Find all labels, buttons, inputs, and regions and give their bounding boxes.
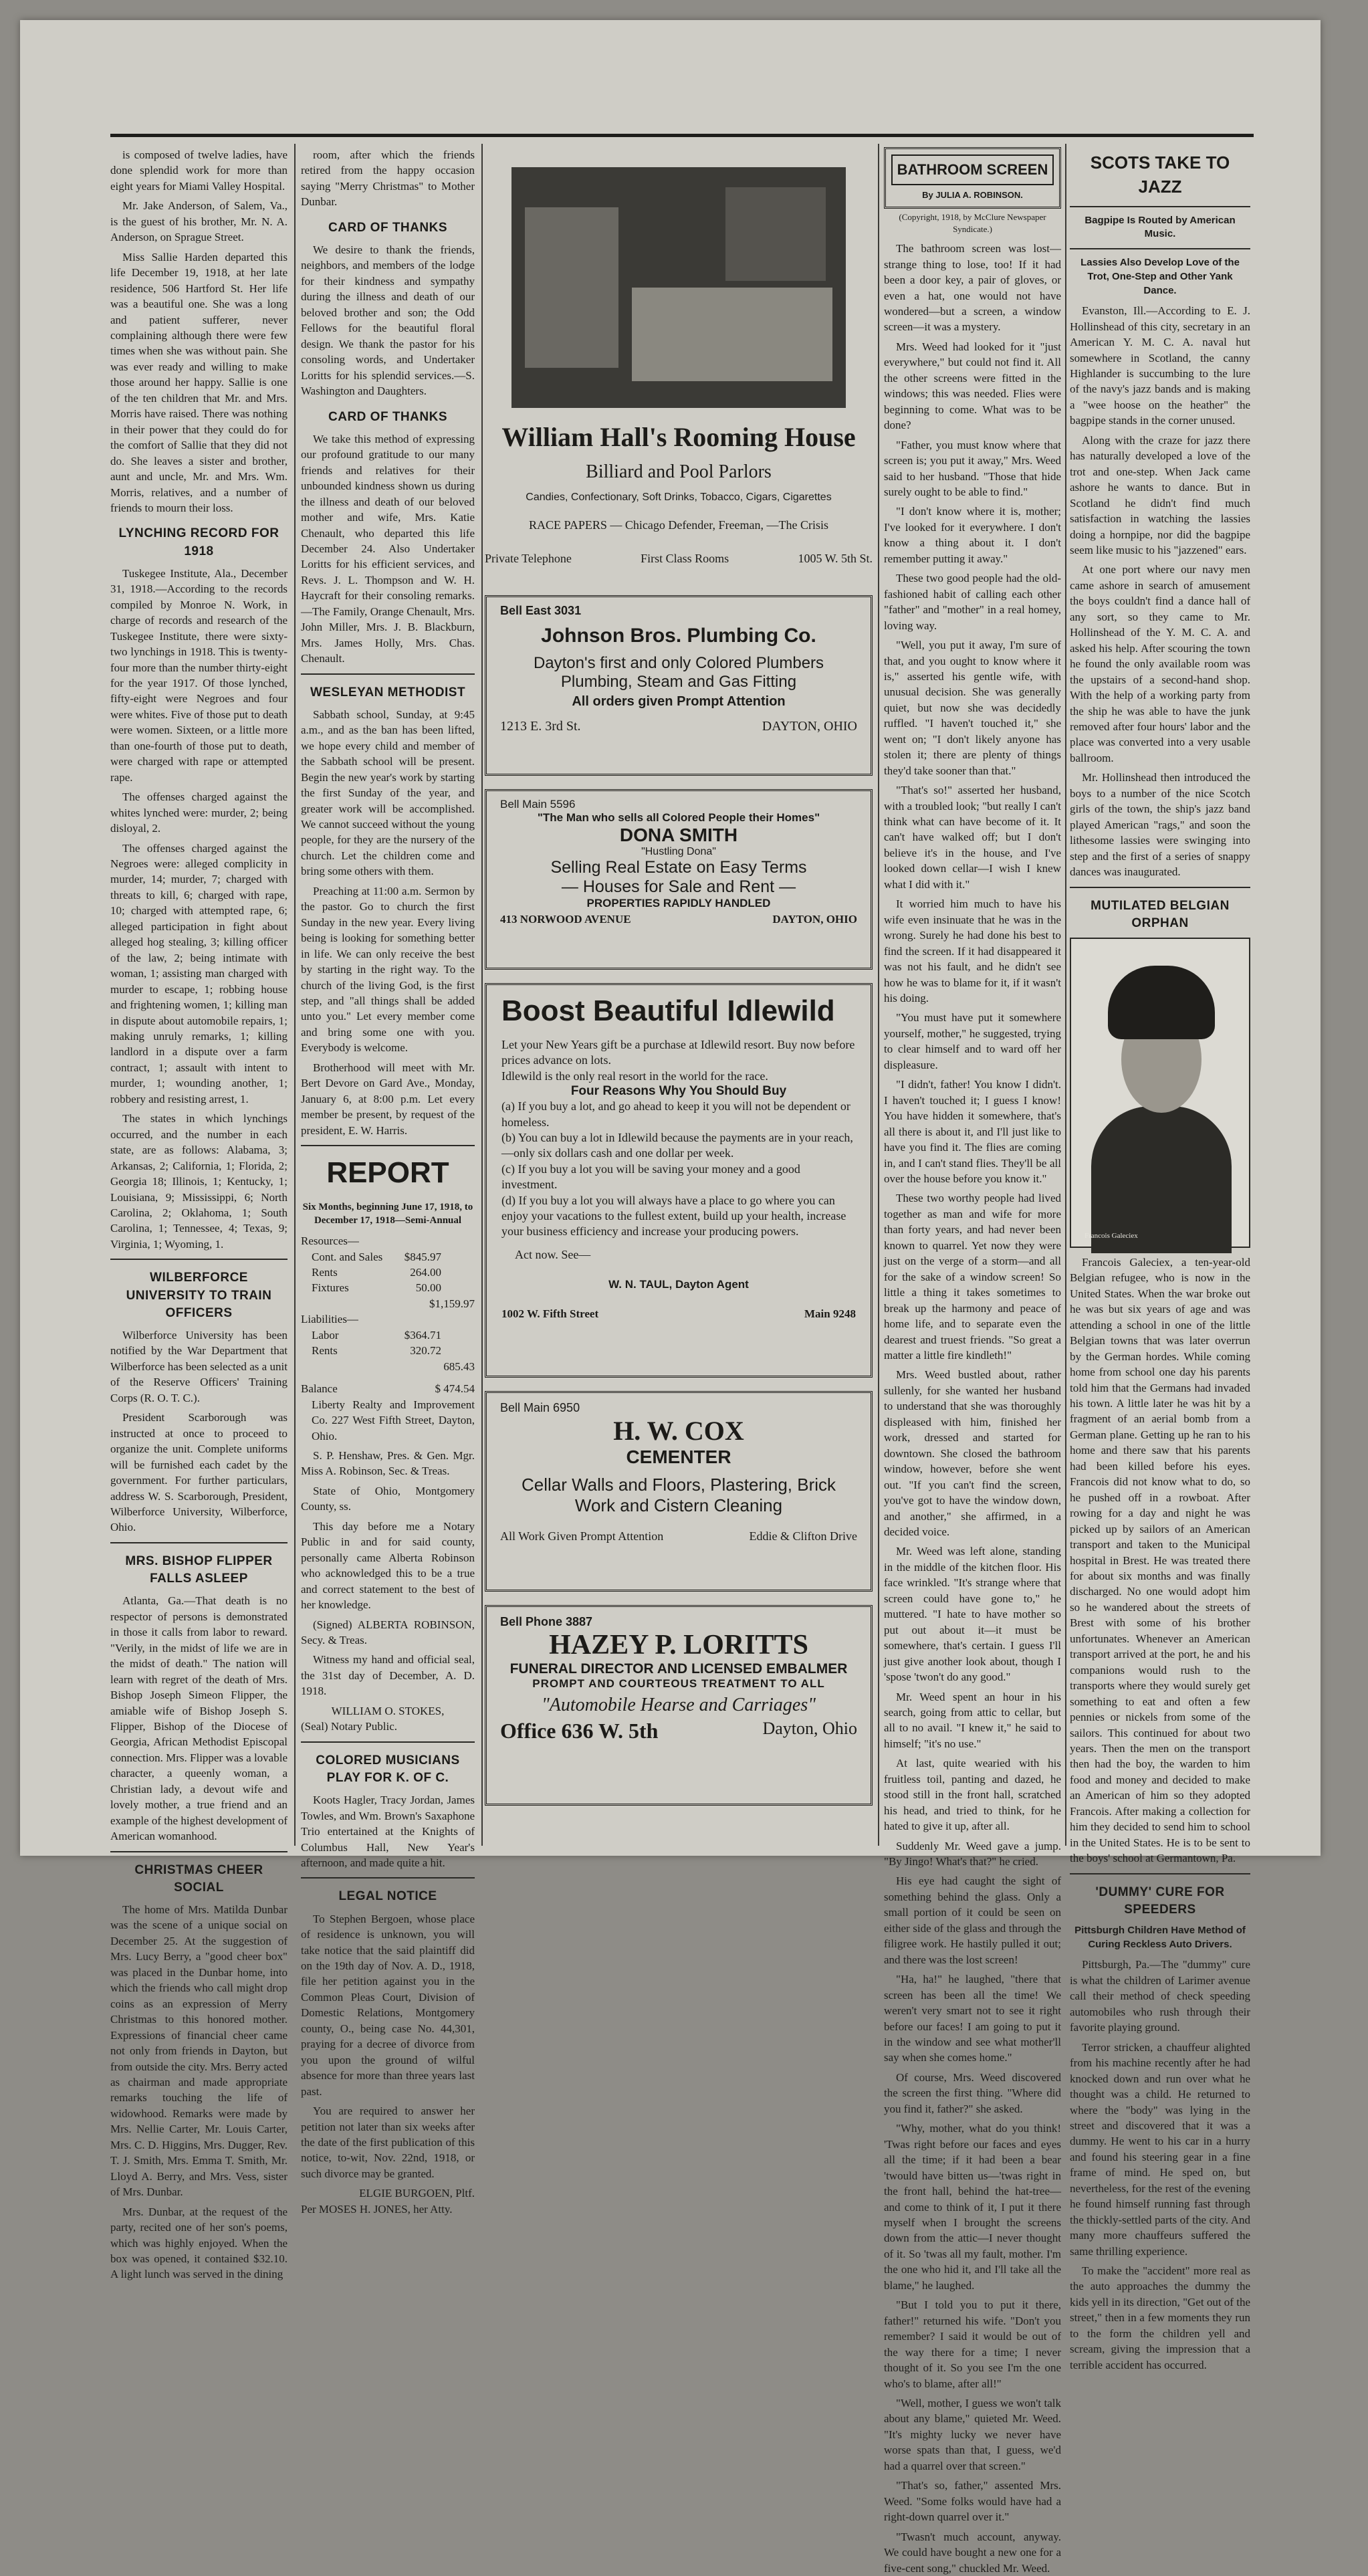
- report-line: [301, 1249, 475, 1265]
- signature: (Signed) ALBERTA ROBINSON, Secy. & Treas.: [301, 1618, 475, 1646]
- report-company: Liberty Realty and Improvement Co. 227 West Fifth Street, Dayton, Ohio.: [312, 1398, 475, 1442]
- article-paragraph: Along with the craze for jazz there has naturally developed a love of the trot and one-step. When Jack came ashore he wants to dance. But in Scotland he didn't find much satisfaction in watching the lassies doing a hornpipe, nor did the bagpipe seem like music to his "jazzened" ears.: [1070, 433, 1250, 556]
- cox-title: CEMENTER: [626, 1446, 731, 1467]
- report-line-value: $364.71: [404, 1328, 441, 1341]
- johnson-address: 1213 E. 3rd St.: [500, 719, 581, 734]
- divider: [1070, 887, 1250, 888]
- report-line-value: 50.00: [415, 1281, 441, 1295]
- report-line-label: Labor: [312, 1328, 339, 1341]
- report-line-label: Cont. and Sales: [312, 1250, 383, 1263]
- story-paragraph: Suddenly Mr. Weed gave a jump. "By Jingo! What's that?" he cried.: [884, 1839, 1061, 1868]
- ad-loritts: [485, 1605, 873, 1806]
- divider: [301, 1877, 475, 1879]
- column-rule: [878, 144, 879, 1846]
- article-paragraph: To Stephen Bergoen, whose place of residence is unknown, you will take notice that the said plaintiff did on the 19th day of Nov. A. D., 1918, file her petition against you in the Common Pleas Court, Division of Domestic Relations, Montgomery county, O., being case No. 44,301, praying for a decree of divorce from you upon the ground of wilful absence for more than three years last past.: [301, 1912, 475, 2098]
- article-paragraph: Atlanta, Ga.—That death is no respector of persons is demonstrated in those it calls from labor to reward. "Verily, in the midst of life we are in the midst of death." The nation will learn with regret of the death of Mrs. Bishop Joseph Simeon Flipper, the amiable wife of Bishop Joseph S. Flipper, Bishop of the Diocese of Georgia, African Methodist Episcopal connection. Mrs. Flipper was a lovable character, a queenly woman, a Christian lady, a devout wife and lovely mother, a true friend and an example of the highest development of American womanhood.: [110, 1594, 288, 1843]
- report-line-label: Rents: [312, 1344, 338, 1358]
- article-paragraph: room, after which the friends retired from the happy occasion saying "Merry Christmas" to Mother Dunbar.: [301, 148, 475, 209]
- newspaper-page: [20, 20, 1321, 2575]
- headline-dummy: 'DUMMY' CURE FOR SPEEDERS: [1095, 1885, 1225, 1917]
- divider: [1070, 1873, 1250, 1874]
- story-byline: By JULIA A. ROBINSON.: [922, 190, 1023, 201]
- johnson-line: Plumbing, Steam and Gas Fitting: [560, 673, 797, 691]
- loritts-footer: [500, 1719, 857, 1743]
- column-2: [301, 147, 475, 2216]
- article-paragraph: Sabbath school, Sunday, at 9:45 a.m., and as the ban has been lifted, we hope every child and member of the Sabbath school will be present. Begin the new year's work by starting the first Sunday of the year, and greater work will be accomplished. We cannot succeed without the young people, for they are the nursery of the church. Let the children come and bring some others with them.: [301, 708, 475, 878]
- cox-address: Eddie & Clifton Drive: [749, 1529, 857, 1543]
- article-paragraph: The home of Mrs. Matilda Dunbar was the scene of a unique social on December 25. At the suggestion of Mrs. Lucy Berry, a "good cheer box" was placed in the Dunbar home, into which the friends who call might drop coins as an expression of Merry Christmas to this honored mother. Expressions of financial cheer came not only from friends in Dayton, but from outside the city. Mrs. Berry acted as chairman and made appropriate remarks touching the life of widowhood. Remarks were made by Mrs. Nellie Carter, Mr. Louis Carter, Mrs. C. D. Higgins, Mrs. Dugger, Rev. T. J. Smith, Mrs. Emma T. Smith, Mr. Lloyd A. Berry, and Mrs. Vess, sister of Mrs. Dunbar.: [110, 1903, 288, 2199]
- report-liabilities-label: Liabilities—: [301, 1313, 358, 1326]
- article-paragraph: The states in which lynchings occurred, and the number in each state, are as follows: Alabama, 3; Arkansas, 2; California, 1; Florida, 2; Georgia 18; Illinois, 1; Kentucky, 1; Louisiana, 9; Mississippi, 6; North Carolina, 2; Oklahoma, 1; South Carolina, 1; Tennessee, 4; Texas, 9; Virginia, 1; Wyoming, 1.: [110, 1112, 288, 1251]
- johnson-city: DAYTON, OHIO: [762, 719, 857, 734]
- article-paragraph: Koots Hagler, Tracy Jordan, James Towles, and Wm. Brown's Saxaphone Trio entertained at the Knights of Columbus Hall, New Year's afternoon, and made quite a hit.: [301, 1794, 475, 1869]
- report-line-label: Rents: [312, 1266, 338, 1279]
- article-paragraph: Francois Galeciex, a ten-year-old Belgian refugee, who is now in the United States. When the war broke out he was but six years of age and was attending a school in one of the little Belgian towns that was later overrun by the German hordes. While coming home from school one day his parents told him that the Germans had invaded his town. A little later he was hit by a fragment of an aerial bomb from a German plane. Getting up he ran to his home and there saw that his parents had been killed before his eyes. Francois did not know what to do, so he pushed off in a rowboat. After rowing for a day and night he was picked up by sailors of an American transport and taken to the Municipal hospital in Brest. He was treated there for about six months and was finally discharged. No one would adopt him so he wandered about the streets of Brest with some of his brother unfortunates. Whenever an American transport arrived at the port, he and his companions would rush to the transports where they would surely get something to eat and often a few pennies or nickels from some of the sailors. This continued for about two years. Then the men on the transport then had the boy, the warden to him food and money and decided to make an American of him so they adopted Francois. After making a collection for him they decided to send him to school in the United States. He is to be sent to the boys' school at Germantown, Pa.: [1070, 1255, 1250, 1865]
- column-5: [1070, 147, 1250, 2371]
- report-officers: S. P. Henshaw, Pres. & Gen. Mgr. Miss A. Robinson, Sec. & Treas.: [301, 1449, 475, 1478]
- report-state: State of Ohio, Montgomery County, ss.: [301, 1484, 475, 1513]
- article-paragraph: is composed of twelve ladies, have done splendid work for more than eight years for Miami Valley Hospital.: [110, 148, 288, 193]
- hall-title: William Hall's Rooming House: [501, 422, 856, 452]
- loritts-bell: Bell Phone 3887: [500, 1615, 593, 1628]
- divider: [301, 673, 475, 675]
- article-paragraph: Mr. Hollinshead then introduced the boys to a number of the nice Scotch girls of the town, the ship's jazz band played American "rags," and soon the lithesome lassies were swinging into step and the first of a series of snappy dances was inaugurated.: [1070, 771, 1250, 879]
- loritts-office: Office 636 W. 5th: [500, 1719, 659, 1743]
- report-total: 685.43: [443, 1360, 475, 1373]
- article-paragraph: The offenses charged against the Negroes were: alleged complicity in murder, 14; murder, 7; charged with threats to kill, 6; charged with rape, 10; charged with attempted rape, 6; alleged participation in fight about alleged hog stealing, 3; killing officer of the law, 2; being intimate with woman, 1; assisting man charged with murder to escape, 1; robbing house and frightening women, 1; killing man in dispute about automobile repairs, 1; making unruly remarks, 1; killing landlord in a dispute over a farm contract, 1; assault with intent to murder, 1; wounding another, 1; robbery and resisting arrest, 1.: [110, 841, 288, 1105]
- headline-orphan: MUTILATED BELGIAN ORPHAN: [1091, 898, 1230, 930]
- story-paragraph: "Twasn't much account, anyway. We could have bought a new one for a five-cent song," chuckled Mr. Weed.: [884, 2530, 1061, 2575]
- article-paragraph: You are required to answer her petition not later than six weeks after the date of the first publication of this notice, to-wit, Nov. 22nd, 1918, or such divorce may be granted.: [301, 2105, 475, 2180]
- headline-musicians: COLORED MUSICIANS PLAY FOR K. OF C.: [316, 1753, 460, 1785]
- loritts-name: HAZEY P. LORITTS: [549, 1630, 808, 1660]
- report-line-value: 264.00: [410, 1266, 441, 1279]
- article-paragraph: Mrs. Dunbar, at the request of the party, recited one of her son's poems, which was highly enjoyed. When the box was opened, it contained $32.10. A light lunch was served in the dining: [110, 2205, 288, 2281]
- story-paragraph: At last, quite wearied with his fruitless toil, panting and dazed, he stood still in the front hall, scratched his head, and tried to think, for he hated to give it up, after all.: [884, 1757, 1061, 1833]
- article-paragraph: We take this method of expressing our profound gratitude to our many friends and relatives for their unbounded kindness shown us during the illness and death of our beloved mother and wife, Mrs. Katie Chenault, who departed this life December 24. Also Undertaker Loritts for his efficient services, and Revs. J. L. Thompson and W. H. Haycraft for their consoling remarks.—The Family, Orange Chenault, Mrs. John Miller, Mrs. J. B. Blackburn, Mrs. James Holly, Mrs. Chas. Chenault.: [301, 432, 475, 665]
- report-line: [301, 1265, 475, 1280]
- idlewild-reasons-heading: Four Reasons Why You Should Buy: [570, 1084, 787, 1099]
- story-paragraph: Mrs. Weed bustled about, rather sullenly, for she wanted her husband to understand that she was thoroughly displeased with him, finished her work, dressed and started for downtown. She closed the bathroom window, however, before she went out. "If you can't find the screen, you've got to have the window down, and another," she affirmed, in a decided voice.: [884, 1368, 1061, 1538]
- smith-address: 413 NORWOOD AVENUE: [500, 913, 631, 926]
- orphan-photo: [1070, 938, 1250, 1248]
- johnson-footer: [500, 719, 857, 734]
- column-rule: [1065, 144, 1066, 1846]
- story-paragraph: Of course, Mrs. Weed discovered the screen the first thing. "Where did you find it, father?" she asked.: [884, 2070, 1061, 2115]
- story-paragraph: His eye had caught the sight of something behind the glass. Only a small portion of it could be seen on either side of the glass and through the filigree work. He hastily pulled it out; and there was the lost screen!: [884, 1874, 1061, 1966]
- story-paragraph: These two worthy people had lived together as man and wife for more than forty years, and had never been known to quarrel. Yet now they were just on the verge of a storm—and all for the sake of a window screen! So little a thing it takes sometimes to break up the harmony and peace of home life, and to separate even the dearest and truest friends. "So great a matter a little fire kindleth!": [884, 1192, 1061, 1362]
- story-paragraph: "Well, you put it away, I'm sure of that, and you ought to know where it is," asserted his gentle wife, with unusual decision. She was generally quiet, but now she was decidedly ruffled. "I haven't touched it," she went on; "I don't likely anyone has stolen it; there are plenty of things they'd take sooner than that.": [884, 639, 1061, 777]
- story-paragraph: Mrs. Weed had looked for it "just everywhere," but could not find it. All the other screens were fitted in the windows; this was needed. Flies were beginning to come. What was to be done?: [884, 340, 1061, 432]
- loritts-line: PROMPT AND COURTEOUS TREATMENT TO ALL: [532, 1677, 825, 1690]
- headline-wilberforce: WILBERFORCE UNIVERSITY TO TRAIN OFFICERS: [126, 1271, 272, 1320]
- smith-footer: [500, 913, 857, 926]
- jazz-subhead: Lassies Also Develop Love of the Trot, One-Step and Other Yank Dance.: [1080, 257, 1240, 296]
- johnson-title: Johnson Bros. Plumbing Co.: [541, 625, 816, 647]
- divider: [110, 1851, 288, 1852]
- idlewild-text: Let your New Years gift be a purchase at Idlewild resort. Buy now before prices advance on lots.: [501, 1038, 855, 1067]
- ad-dona-smith: [485, 789, 873, 970]
- hall-footer: [485, 552, 873, 566]
- story-paragraph: "But I told you to put it there, father!" returned his wife. "Don't you remember? I said it would be out of the way there for a time; I never thought of it. So you see I'm the one who's to blame, after all!": [884, 2298, 1061, 2390]
- johnson-line: All orders given Prompt Attention: [572, 694, 786, 709]
- idlewild-title: Boost Beautiful Idlewild: [501, 994, 835, 1027]
- hall-address: 1005 W. 5th St.: [798, 552, 873, 565]
- idlewild-address: 1002 W. Fifth Street: [501, 1307, 599, 1320]
- hall-telephone: Private Telephone: [485, 552, 572, 565]
- story-paragraph: Mr. Weed spent an hour in his search, going from attic to cellar, but all to no avail. "I knew it," he said to himself; "it's no use.": [884, 1690, 1061, 1750]
- smith-quote: "The Man who sells all Colored People their Homes": [537, 811, 820, 824]
- article-paragraph: Wilberforce University has been notified by the War Department that Wilberforce has been selected as a unit of the Reserve Officers' Training Corps (R. O. T. C.).: [110, 1329, 288, 1404]
- divider: [301, 1145, 475, 1146]
- photo-cabinet: [725, 187, 826, 281]
- report-line-label: Fixtures: [312, 1281, 349, 1295]
- idlewild-phone: Main 9248: [804, 1307, 856, 1320]
- article-paragraph: Tuskegee Institute, Ala., December 31, 1918.—According to the records compiled by Monroe N. Work, in charge of records and research of the Tuskegee Institute, there were sixty-two lynchings in 1918. This is twenty-four more than the number thirty-eight for the year 1917. Of those lynched, fifty-eight were Negroes and four were whites. Five of those put to death were women. Sixteen, or a little more than one-fourth of those put to death, were charged with rape or attempted rape.: [110, 566, 288, 784]
- article-paragraph: President Scarborough was instructed at once to proceed to organize the unit. Complete uniforms will be furnished each cadet by the government. For further particulars, address W. S. Scarborough, President, Wilberforce University, Wilberforce, Ohio.: [110, 1411, 288, 1534]
- divider: [301, 1741, 475, 1743]
- signature: Per MOSES H. JONES, her Atty.: [301, 2202, 453, 2216]
- story-paragraph: These two good people had the old-fashioned habit of calling each other "father" and "mother" in a real homey, loving way.: [884, 572, 1061, 632]
- idlewild-reason: (a) If you buy a lot, and go ahead to keep it you will not be dependent or homeless.: [501, 1099, 850, 1129]
- idlewild-reason: (b) You can buy a lot in Idlewild because the payments are in your reach,—only six dollars cash and one dollar per week.: [501, 1130, 853, 1160]
- report-balance-label: Balance: [301, 1382, 338, 1396]
- signature: ELGIE BURGOEN, Pltf.: [359, 2187, 475, 2200]
- story-paragraph: "Ha, ha!" he laughed, "there that screen has been all the time! We weren't very smart not to see it right before our faces! I am going to put it in the window and see what mother'll say when she comes home.": [884, 1973, 1061, 2064]
- headline-lynching: LYNCHING RECORD FOR 1918: [118, 526, 279, 558]
- signature: (Seal) Notary Public.: [301, 1720, 397, 1733]
- idlewild-reason: (d) If you buy a lot you will always have a place to go where you can enjoy your vacations to the fullest extent, build up your health, increase your business efficiency and increase your producing powers.: [501, 1193, 846, 1239]
- story-paragraph: The bathroom screen was lost—strange thing to lose, too! If it had been a door key, a pair of gloves, or even a hat, one would not have wondered—but a screen, a window screen—it was a mystery.: [884, 242, 1061, 334]
- idlewild-text: Idlewild is the only real resort in the world for the race.: [501, 1069, 768, 1083]
- smith-line: — Houses for Sale and Rent —: [561, 877, 796, 896]
- hall-goods: Candies, Confectionary, Soft Drinks, Tobacco, Cigars, Cigarettes: [526, 492, 832, 503]
- column-rule: [294, 144, 296, 1846]
- story-paragraph: It worried him much to have his wife even insinuate that he was in the wrong. Surely he had done his best to find the screen. If it had disappeared it was not his fault, and he didn't see how he was to blame for it, if it wasn't his doing.: [884, 897, 1061, 1005]
- column-1: [110, 147, 288, 2281]
- article-paragraph: Preaching at 11:00 a.m. Sermon by the pastor. Go to church the first Sunday in the new year. Every living being is looking for something better in life. We can only receive the best by starting in the right way. To the church of the living God, is the first step, and "all things shall be added unto you." Let every member come and bring some one with you. Everybody is welcome.: [301, 884, 475, 1055]
- smith-line: Selling Real Estate on Easy Terms: [550, 858, 807, 877]
- photo-showcase: [632, 288, 832, 381]
- headline-christmas: CHRISTMAS CHEER SOCIAL: [134, 1862, 263, 1895]
- smith-name: DONA SMITH: [619, 825, 738, 845]
- story-paragraph: Mr. Weed was left alone, standing in the middle of the kitchen floor. His face wrinkled. "It's strange where that screen could have gone to," he muttered. "I hate to have mother so put out about it—it must be somewhere, that's certain. I guess I'll just give another look about, though I 'spose 'twon't do any good.": [884, 1545, 1061, 1684]
- report-total: $1,159.97: [429, 1297, 475, 1310]
- idlewild-reason: (c) If you buy a lot you will be saving your money and a good investment.: [501, 1162, 800, 1192]
- story-paragraph: "Why, mother, what do you think! 'Twas right before our faces and eyes all the time; if it had been a bear 'twould have bitten us—'twas right in the front hall, behind the hat-tree—and come to think of it, I put it there myself when I brought the screens down from the attic—I never thought of it. So 'twas all my fault, mother. I'm the one who hid it, and I'll take all the blame," he laughed.: [884, 2122, 1061, 2292]
- loritts-line: "Automobile Hearse and Carriages": [541, 1695, 816, 1715]
- headline-flipper: MRS. BISHOP FLIPPER FALLS ASLEEP: [125, 1553, 273, 1586]
- column-rule: [481, 144, 483, 1846]
- johnson-bell: Bell East 3031: [500, 604, 582, 617]
- divider: [110, 1542, 288, 1543]
- dummy-subhead: Pittsburgh Children Have Method of Curing Reckless Auto Drivers.: [1074, 1925, 1246, 1950]
- article-paragraph: Miss Sallie Harden departed this life December 19, 1918, at her late residence, 506 Hartford St. Her life was a beautiful one. She was a long and patient sufferer, never complaining although there were few times when she was without pain. She was ever ready and willing to make those around her happy. Sallie is one of the ten children that Mr. and Mrs. Morris have raised. There was nothing in their power that they could do for the comfort of Sallie that they did not do. She leaves a sister and brother, aunt and uncle, Mr. and Mrs. Wm. Morris, relatives, and a number of friends to mourn their loss.: [110, 250, 288, 514]
- report-line: [301, 1280, 475, 1295]
- smith-nickname: "Hustling Dona": [641, 846, 716, 857]
- report-subtitle: Six Months, beginning June 17, 1918, to December 17, 1918—Semi-Annual: [302, 1201, 473, 1226]
- headline-legal: LEGAL NOTICE: [338, 1889, 437, 1904]
- report-title: REPORT: [326, 1156, 449, 1190]
- story-paragraph: "I didn't, father! You know I didn't. I haven't touched it; I guess I know! You have hidden it somewhere, that's all there is about it, and I'll just like to have you find it. The flies are coming in, and I can't stand flies. They'll be all over the house before you know it.": [884, 1078, 1061, 1185]
- report-line: [301, 1327, 475, 1343]
- hall-rooms: First Class Rooms: [641, 552, 729, 565]
- jazz-subhead: Bagpipe Is Routed by American Music.: [1085, 214, 1236, 240]
- article-paragraph: This day before me a Notary Public in and for said county, personally came Alberta Robinson who acknowledged this to be a true and correct statement to the best of her knowledge.: [301, 1519, 475, 1612]
- cox-line: Cellar Walls and Floors, Plastering, Brick: [521, 1475, 836, 1495]
- story-title: BATHROOM SCREEN: [891, 154, 1054, 185]
- divider: [1070, 248, 1250, 249]
- jazz-headline: SCOTS TAKE TO JAZZ: [1090, 152, 1230, 197]
- report-line: [301, 1343, 475, 1358]
- divider: [1070, 206, 1250, 207]
- johnson-line: Dayton's first and only Colored Plumbers: [533, 654, 824, 672]
- cox-bell: Bell Main 6950: [500, 1401, 580, 1414]
- article-paragraph: Terror stricken, a chauffeur alighted from his machine recently after he had knocked down and run over what he thought was a child. He returned to where the "body" was lying in the street and discovered that it was a dummy. He went to his car in a hurry and found his steering gear in a fine frame of mind. He sped on, but nevertheless, for the rest of the evening he found himself running fast through the thickly-settled parts of the city. And many more chauffeurs suffered the same thrilling experience.: [1070, 2040, 1250, 2258]
- report-balance: [301, 1381, 475, 1396]
- article-paragraph: Mr. Jake Anderson, of Salem, Va., is the guest of his brother, Mr. N. A. Anderson, on Sprague Street.: [110, 199, 288, 244]
- article-paragraph: Evanston, Ill.—According to E. J. Hollinshead of this city, secretary in an American Y. M. C. A. naval hut somewhere in Scotland, the canny Highlander is succumbing to the lure of the navy's jazz bands and is making a "wee hoose on the heather" the bagpipe stands in the corner unused.: [1070, 304, 1250, 427]
- photo-cap: [1108, 966, 1215, 1039]
- report-balance-value: $ 474.54: [435, 1382, 475, 1396]
- idlewild-agent: W. N. TAUL, Dayton Agent: [608, 1277, 749, 1291]
- photo-shelf: [525, 207, 618, 368]
- report-line-value: 320.72: [410, 1344, 441, 1358]
- story-paragraph: "Well, mother, I guess we won't talk about any blame," quieted Mr. Weed. "It's mighty lucky we never have worse spats than that, I guess, we'd had a quarrel over that screen.": [884, 2396, 1061, 2472]
- article-paragraph: We desire to thank the friends, neighbors, and members of the lodge for their kindness and sympathy during the illness and death of our beloved brother and son; the Odd Fellows for the beautiful floral design. We thank the pastor for his consoling words, and Undertaker Loritts for his splendid services.—S. Washington and Daughters.: [301, 243, 475, 398]
- headline-card-of-thanks: CARD OF THANKS: [328, 220, 447, 235]
- article-paragraph: The offenses charged against the whites lynched were: murder, 2; being disloyal, 2.: [110, 790, 288, 835]
- loritts-city: Dayton, Ohio: [762, 1719, 857, 1738]
- photo-caption: Francois Galeciex: [1085, 1231, 1138, 1240]
- article-paragraph: Brotherhood will meet with Mr. Bert Devore on Gard Ave., Monday, January 6, at 8:00 p.m. Let every member be present, by request of the president, E. W. Harris.: [301, 1061, 475, 1137]
- hall-subtitle: Billiard and Pool Parlors: [586, 461, 772, 482]
- report-resources-label: Resources—: [301, 1235, 359, 1248]
- store-interior-photo: [511, 167, 846, 408]
- ad-hw-cox: [485, 1391, 873, 1592]
- loritts-line: FUNERAL DIRECTOR AND LICENSED EMBALMER: [509, 1661, 848, 1677]
- signature: WILLIAM O. STOKES,: [331, 1704, 445, 1717]
- headline-card-of-thanks: CARD OF THANKS: [328, 409, 447, 424]
- story-paragraph: "That's so, father," assented Mrs. Weed. "Some folks would have had a right-down quarrel over it.": [884, 2479, 1061, 2524]
- hall-papers: RACE PAPERS — Chicago Defender, Freeman, —The Crisis: [528, 518, 829, 532]
- article-paragraph: To make the "accident" more real as the auto approaches the dummy the kids yell in its direction, "Get out of the street," then in a few moments they run to the form the children yell and scream, giving the impression that a terrible accident has occurred.: [1070, 2264, 1250, 2371]
- story-copyright: (Copyright, 1918, by McClure Newspaper Syndicate.): [899, 212, 1046, 235]
- ad-idlewild: [485, 983, 873, 1378]
- cox-line: Work and Cistern Cleaning: [574, 1495, 783, 1515]
- story-paragraph: "Father, you must know where that screen is; you put it away," Mrs. Weed said to her husband. "Those that hide surely ought to be able to find.": [884, 438, 1061, 498]
- smith-bell: Bell Main 5596: [500, 798, 576, 811]
- headline-wesleyan: WESLEYAN METHODIST: [310, 685, 466, 700]
- smith-city: DAYTON, OHIO: [772, 913, 857, 926]
- article-paragraph: Pittsburgh, Pa.—The "dummy" cure is what the children of Larimer avenue call their method of check speeding automobiles who rush through their favorite playing ground.: [1070, 1958, 1250, 2034]
- idlewild-footer: [501, 1307, 856, 1321]
- cox-promise: All Work Given Prompt Attention: [500, 1529, 664, 1543]
- smith-line: PROPERTIES RAPIDLY HANDLED: [586, 897, 771, 909]
- column-4: [884, 147, 1061, 2575]
- idlewild-act: Act now. See—: [515, 1247, 591, 1261]
- story-paragraph: "That's so!" asserted her husband, with a troubled look; "but really I can't think what can have become of it. It can't have walked off; but I don't believe it's in the house, and I've looked down cellar—I wish I knew what I did with it.": [884, 784, 1061, 891]
- article-paragraph: At one port where our navy men came ashore in search of amusement the boys couldn't find a dance hall of any sort, so they came to Mr. Hollinshead of the Y. M. C. A. and asked his help. After scouring the town he found the only available room was the upstairs of a second-hand shop. With the help of a working party from the ship he was able to have the junk removed after four hours' labor and the place was converted into a very usable ballroom.: [1070, 563, 1250, 764]
- bathroom-screen-box: [884, 147, 1061, 209]
- cox-footer: [500, 1529, 857, 1543]
- article-paragraph: Witness my hand and official seal, the 31st day of December, A. D. 1918.: [301, 1653, 475, 1698]
- ad-hall-rooming-house: [485, 147, 873, 582]
- cox-name: H. W. COX: [613, 1416, 744, 1446]
- story-paragraph: "I don't know where it is, mother; I've looked for it everywhere. I don't know a thing about it. I don't remember putting it away.": [884, 505, 1061, 565]
- header-rule: [110, 134, 1254, 137]
- divider: [110, 1259, 288, 1260]
- story-paragraph: "You must have put it somewhere yourself, mother," he suggested, trying to clear himself and to ward off her displeasure.: [884, 1011, 1061, 1071]
- report-line-value: $845.97: [404, 1250, 441, 1263]
- ad-johnson-plumbing: [485, 595, 873, 776]
